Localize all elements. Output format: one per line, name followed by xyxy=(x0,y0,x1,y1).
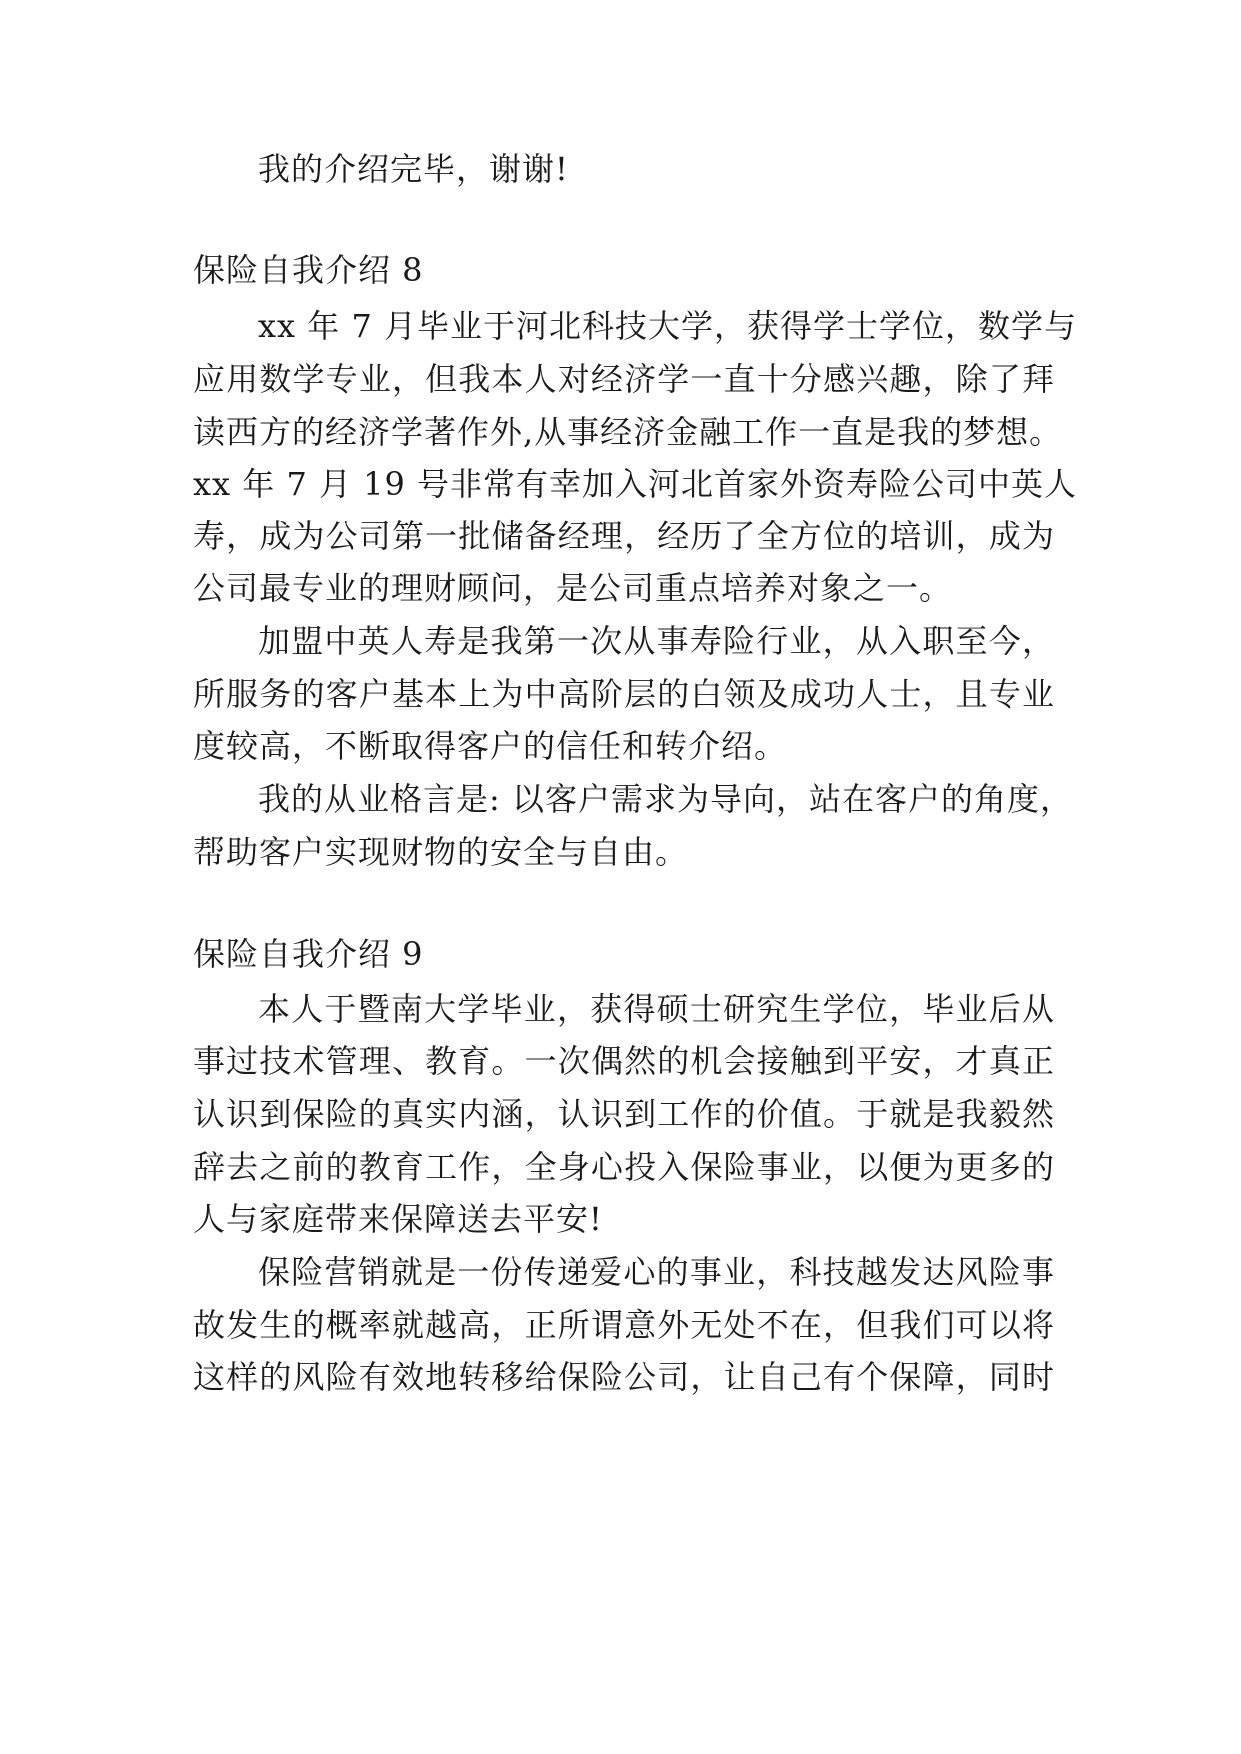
paragraph-line: 认识到保险的真实内涵，认识到工作的价值。于就是我毅然 xyxy=(193,1095,1055,1133)
paragraph-line: 事过技术管理、教育。一次偶然的机会接触到平安，才真正 xyxy=(193,1042,1055,1080)
paragraph-line: 这样的风险有效地转移给保险公司，让自己有个保障，同时 xyxy=(193,1358,1055,1396)
paragraph-line: 公司最专业的理财顾问，是公司重点培养对象之一。 xyxy=(193,569,953,607)
paragraph-line: 帮助客户实现财物的安全与自由。 xyxy=(193,833,689,871)
paragraph-line: 寿，成为公司第一批储备经理，经历了全方位的培训，成为 xyxy=(193,517,1055,555)
paragraph-line: 人与家庭带来保障送去平安! xyxy=(193,1200,603,1238)
paragraph-line: 加盟中英人寿是我第一次从事寿险行业，从入职至今， xyxy=(258,622,1055,660)
paragraph-line: 度较高，不断取得客户的信任和转介绍。 xyxy=(193,727,788,765)
paragraph-line: 保险营销就是一份传递爱心的事业，科技越发达风险事 xyxy=(258,1253,1055,1291)
paragraph-line: xx 年 7 月毕业于河北科技大学，获得学士学位，数学与 xyxy=(258,307,1077,345)
paragraph-line: 辞去之前的教育工作，全身心投入保险事业，以便为更多的 xyxy=(193,1148,1055,1186)
section-heading: 保险自我介绍 9 xyxy=(193,935,424,973)
section-heading: 保险自我介绍 8 xyxy=(193,251,424,289)
paragraph-line: xx 年 7 月 19 号非常有幸加入河北首家外资寿险公司中英人 xyxy=(193,465,1078,503)
paragraph-line: 应用数学专业，但我本人对经济学一直十分感兴趣，除了拜 xyxy=(193,360,1055,398)
paragraph-line: 本人于暨南大学毕业，获得硕士研究生学位，毕业后从 xyxy=(258,990,1055,1028)
paragraph-line: 所服务的客户基本上为中高阶层的白领及成功人士，且专业 xyxy=(193,675,1055,713)
paragraph-line: 我的从业格言是: 以客户需求为导向，站在客户的角度， xyxy=(258,780,1073,818)
paragraph-line: 读西方的经济学著作外,从事经济金融工作一直是我的梦想。 xyxy=(193,413,1063,451)
paragraph-line: 故发生的概率就越高，正所谓意外无处不在，但我们可以将 xyxy=(193,1306,1055,1344)
closing-line: 我的介绍完毕，谢谢! xyxy=(258,150,569,188)
